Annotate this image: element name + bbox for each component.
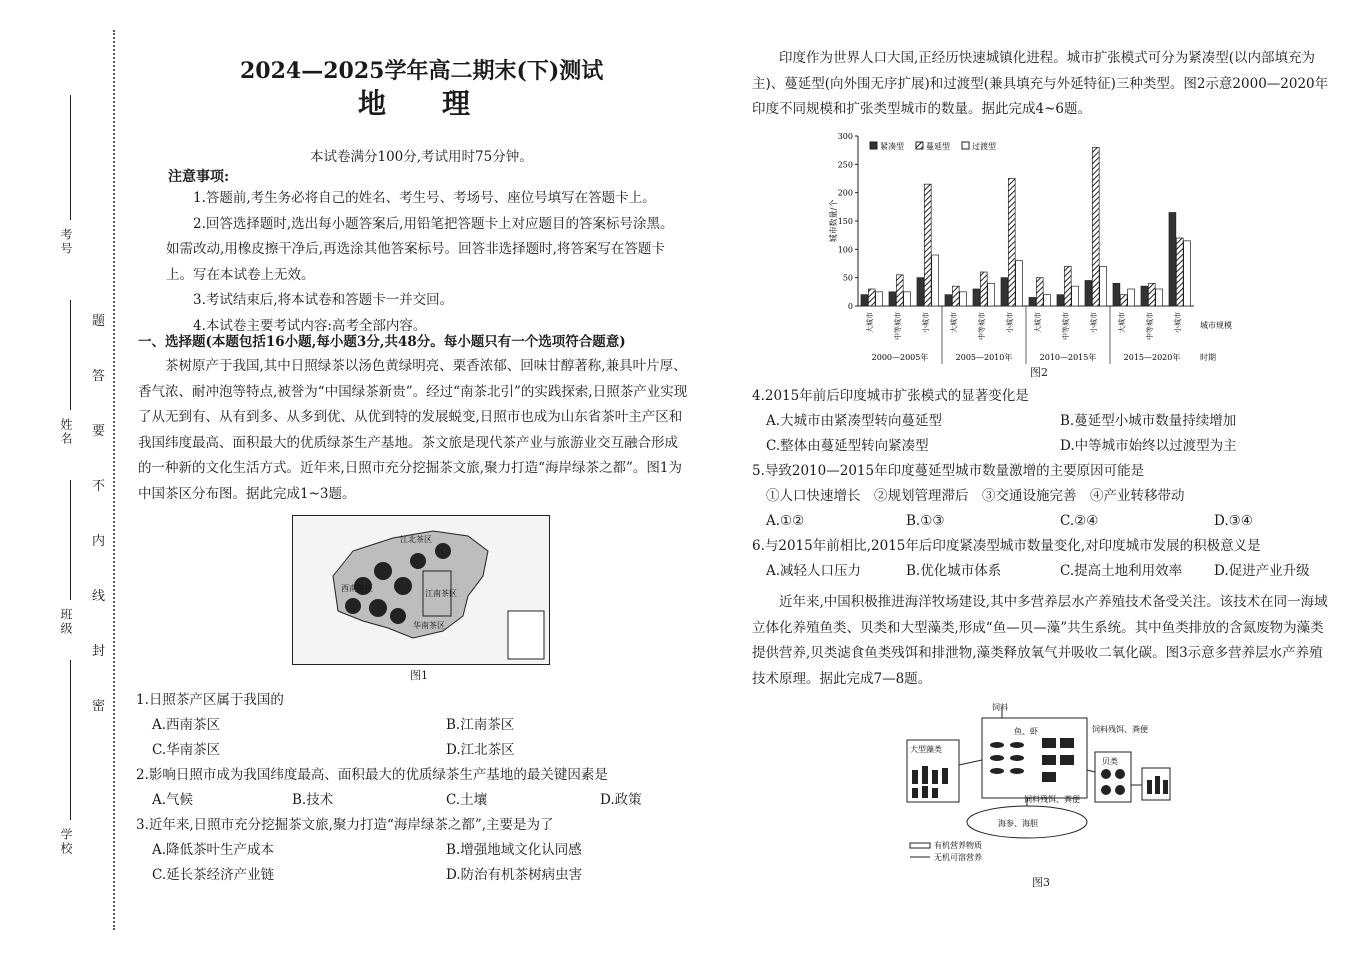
x-axis-label: 城市规模	[1200, 321, 1232, 330]
options-two-col	[752, 409, 1332, 459]
bar-紧凑型	[1085, 281, 1092, 307]
china-tea-map	[293, 516, 549, 664]
bar-紧凑型	[945, 295, 952, 306]
y-tick-label: 0	[847, 302, 853, 311]
bar-蔓延型	[952, 286, 959, 306]
bar-紧凑型	[889, 292, 896, 306]
options-one-row	[752, 559, 1332, 584]
y-tick-label: 50	[842, 273, 853, 283]
figure-3-diagram	[902, 700, 1182, 870]
option[interactable]: A.西南茶区	[152, 717, 221, 733]
school-label: 学校	[59, 828, 73, 856]
note-item: 2.回答选择题时,选出每小题答案后,用铅笔把答题卡上对应题目的答案标号涂黑。如需改动,用橡皮擦干净后,再选涂其他答案标号。回答非选择题时,将答案写在答题卡上。写在本试卷上无效。	[166, 215, 674, 283]
name-label: 姓名	[59, 418, 73, 446]
category-label: 中等城市	[1062, 312, 1070, 340]
legend-label: 有机营养物质	[934, 841, 982, 850]
option[interactable]: D.中等城市始终以过渡型为主	[1060, 438, 1237, 454]
seal-dashed-line	[113, 30, 115, 930]
option[interactable]: A.①②	[766, 513, 805, 529]
option[interactable]: C.②④	[1060, 513, 1099, 529]
diagram-label: 海参、海胆	[998, 819, 1038, 828]
option[interactable]: A.降低茶叶生产成本	[152, 842, 275, 858]
bar-蔓延型	[868, 289, 875, 306]
figure-1-map	[292, 515, 550, 665]
option[interactable]: B.优化城市体系	[906, 563, 1002, 579]
bar-蔓延型	[1120, 295, 1127, 306]
bar-过渡型	[988, 283, 995, 306]
seal-char: 题	[92, 314, 106, 329]
option[interactable]: A.大城市由紧凑型转向蔓延型	[766, 413, 943, 429]
option[interactable]: B.①③	[906, 513, 945, 529]
question-stem: 3.近年来,日照市充分挖掘茶文旅,聚力打造“海岸绿茶之都”,主要是为了	[136, 817, 554, 833]
seal-char: 答	[92, 369, 106, 384]
bar-蔓延型	[1064, 266, 1071, 306]
category-label: 中等城市	[1146, 312, 1154, 340]
y-tick-label: 200	[837, 188, 853, 198]
legend-swatch	[870, 142, 877, 149]
bar-过渡型	[932, 255, 939, 306]
diagram-label: 饲料	[992, 703, 1008, 712]
bar-紧凑型	[1057, 295, 1064, 306]
legend-label: 紧凑型	[880, 142, 904, 151]
bar-紧凑型	[1001, 278, 1008, 306]
bar-紧凑型	[973, 289, 980, 306]
map-label: 江南茶区	[425, 589, 457, 598]
bar-过渡型	[960, 292, 967, 306]
option[interactable]: B.增强地域文化认同感	[446, 842, 582, 858]
figure-2-caption: 图2	[1030, 366, 1048, 379]
diagram-label: 鱼、虾	[1014, 727, 1038, 736]
flow-arrow	[959, 760, 982, 765]
category-label: 小城市	[1174, 312, 1182, 333]
category-label: 大城市	[950, 312, 958, 333]
map-label: 华南茶区	[413, 621, 445, 630]
map-label: 西南茶区	[341, 584, 373, 593]
passage-aquaculture: 近年来,中国积极推进海洋牧场建设,其中多营养层水产养殖技术备受关注。该技术在同一海域立体化养殖鱼类、贝类和大型藻类,形成“鱼—贝—藻”共生系统。其中鱼类排放的含氮废物为藻类提供营养,贝类滤食鱼类残饵和排泄物,藻类释放氧气并吸收二氧化碳。图3示意多营养层水产养殖技术原理。据此完成7—8题。	[752, 594, 1328, 687]
bar-蔓延型	[1008, 179, 1015, 307]
exam-title: 2024—2025学年高二期末(下)测试	[240, 58, 604, 84]
class-label: 班级	[59, 608, 73, 636]
question-stem: 1.日照茶产区属于我国的	[136, 692, 284, 708]
bar-过渡型	[1184, 241, 1191, 306]
bar-过渡型	[904, 292, 911, 306]
exam-info: 本试卷满分100分,考试用时75分钟。	[310, 149, 533, 165]
bar-紧凑型	[1113, 283, 1120, 306]
y-tick-label: 150	[837, 217, 853, 226]
option[interactable]: B.江南茶区	[446, 717, 515, 733]
bar-紧凑型	[1029, 298, 1036, 307]
imta-diagram	[902, 700, 1182, 870]
bar-蔓延型	[924, 184, 931, 306]
section-heading: 一、选择题(本题包括16小题,每小题3分,共48分。每小题只有一个选项符合题意)	[138, 334, 626, 350]
figure-3-caption: 图3	[1032, 876, 1050, 889]
bar-紧凑型	[1141, 286, 1148, 306]
option[interactable]: B.技术	[292, 792, 334, 808]
school-line[interactable]	[70, 660, 71, 820]
options-two-col	[136, 713, 696, 763]
passage-tea: 茶树原产于我国,其中日照绿茶以汤色黄绿明亮、栗香浓郁、回味甘醇著称,兼具叶片厚、香气浓、耐冲泡等特点,被誉为“中国绿茶新贵”。经过“南茶北引”的实践探索,日照茶产业实现了从无到有、从有到多、从多到优、从优到特的发展蜕变,日照市也成为山东省茶叶主产区和我国纬度最高、面积最大的优质绿茶生产基地。茶文旅是现代茶产业与旅游业交互融合形成的一种新的文化生活方式。近年来,日照市充分挖掘茶文旅,聚力打造“海岸绿茶之都”。图1为中国茶区分布图。据此完成1~3题。	[138, 358, 688, 502]
notes-heading: 注意事项:	[168, 169, 230, 185]
exam-number-label: 考号	[59, 228, 73, 256]
question-stem: 6.与2015年前相比,2015年后印度紧凑型城市数量变化,对印度城市发展的积极意义是	[752, 538, 1261, 554]
diagram-label: 饲料残饵、粪便	[1092, 725, 1148, 734]
category-label: 中等城市	[978, 312, 986, 340]
legend-label: 过渡型	[972, 142, 996, 151]
note-item: 3.考试结束后,将本试卷和答题卡一并交回。	[193, 292, 454, 308]
category-label: 小城市	[1090, 312, 1098, 333]
question-stem: 2.影响日照市成为我国纬度最高、面积最大的优质绿茶生产基地的最关键因素是	[136, 767, 608, 783]
bar-蔓延型	[896, 275, 903, 306]
option[interactable]: C.华南茶区	[152, 742, 221, 758]
questions-1-3	[136, 688, 696, 888]
figure-1-caption: 图1	[410, 669, 428, 682]
bar-蔓延型	[1148, 283, 1155, 306]
y-tick-label: 250	[837, 160, 853, 170]
question-sub-items: ①人口快速增长 ②规划管理滞后 ③交通设施完善 ④产业转移带动	[766, 488, 1185, 504]
category-label: 大城市	[866, 312, 874, 333]
category-label: 小城市	[1006, 312, 1014, 333]
bar-紧凑型	[1169, 213, 1176, 307]
options-two-col	[136, 838, 696, 888]
question-stem: 5.导致2010—2015年印度蔓延型城市数量激增的主要原因可能是	[752, 463, 1145, 479]
option[interactable]: B.蔓延型小城市数量持续增加	[1060, 413, 1237, 429]
note-item: 1.答题前,考生务必将自己的姓名、考生号、考场号、座位号填写在答题卡上。	[193, 190, 656, 206]
figure-2-chart	[822, 128, 1242, 368]
question-stem: 4.2015年前后印度城市扩张模式的显著变化是	[752, 388, 1029, 404]
bar-过渡型	[1016, 261, 1023, 306]
legend-label: 无机可溶营养	[934, 853, 982, 862]
period-label: 2000—2005年	[871, 353, 929, 362]
bar-过渡型	[1044, 295, 1051, 306]
bar-过渡型	[1100, 266, 1107, 306]
option[interactable]: C.提高土地利用效率	[1060, 563, 1183, 579]
period-label: 2015—2020年	[1123, 353, 1181, 362]
south-sea-inset	[508, 611, 544, 659]
options-one-row	[752, 509, 1332, 534]
fish-icons	[912, 738, 1168, 798]
option[interactable]: C.土壤	[446, 792, 488, 808]
bar-过渡型	[876, 292, 883, 306]
category-label: 大城市	[1034, 312, 1042, 333]
bar-过渡型	[1128, 289, 1135, 306]
bar-蔓延型	[980, 272, 987, 306]
bar-过渡型	[1072, 286, 1079, 306]
bar-过渡型	[1156, 289, 1163, 306]
option[interactable]: D.政策	[600, 792, 642, 808]
name-line[interactable]	[70, 300, 71, 410]
period-label: 2005—2010年	[955, 353, 1013, 362]
seal-line-text	[92, 310, 105, 714]
period-label: 2010—2015年	[1039, 353, 1097, 362]
options-one-row	[136, 788, 696, 813]
legend-organic-swatch	[910, 843, 930, 848]
bar-蔓延型	[1176, 238, 1183, 306]
diagram-label: 贝类	[1102, 757, 1118, 766]
option[interactable]: D.防治有机茶树病虫害	[446, 867, 583, 883]
bar-紧凑型	[917, 278, 924, 306]
diagram-label: 饲料残饵、粪便	[1024, 795, 1080, 804]
seal-char: 线	[92, 589, 106, 604]
flow-arrow	[1087, 770, 1095, 772]
seal-char: 封	[92, 644, 106, 659]
y-tick-label: 300	[837, 132, 853, 141]
questions-4-6	[752, 384, 1332, 584]
seal-char: 不	[92, 479, 106, 494]
option[interactable]: A.减轻人口压力	[766, 563, 862, 579]
note-item: 4.本试卷主要考试内容:高考全部内容。	[193, 317, 427, 334]
category-label: 大城市	[1118, 312, 1126, 333]
legend-swatch	[962, 142, 969, 149]
seal-char: 要	[92, 424, 106, 439]
category-label: 中等城市	[894, 312, 902, 340]
seal-char: 内	[92, 534, 106, 549]
map-label: 江北茶区	[400, 535, 432, 544]
option[interactable]: A.气候	[152, 792, 194, 808]
option[interactable]: C.延长茶经济产业链	[152, 867, 275, 883]
option[interactable]: D.促进产业升级	[1214, 563, 1310, 579]
bar-蔓延型	[1036, 278, 1043, 306]
period-axis-label: 时期	[1200, 353, 1216, 362]
option[interactable]: D.③④	[1214, 513, 1253, 529]
passage-india: 印度作为世界人口大国,正经历快速城镇化进程。城市扩张模式可分为紧凑型(以内部填充为主)、蔓延型(向外围无序扩展)和过渡型(兼具填充与外延特征)三种类型。图2示意2000—2020年印度不同规模和扩张类型城市的数量。据此完成4~6题。	[752, 50, 1329, 117]
legend-label: 蔓延型	[926, 142, 950, 151]
bar-紧凑型	[861, 295, 868, 306]
seal-char: 密	[92, 699, 106, 714]
legend-swatch	[916, 142, 923, 149]
diagram-label: 大型藻类	[910, 745, 942, 754]
subject-title: 地 理	[358, 87, 471, 120]
class-line[interactable]	[70, 480, 71, 600]
bar-蔓延型	[1092, 147, 1099, 306]
category-label: 小城市	[922, 312, 930, 333]
y-tick-label: 100	[837, 245, 853, 255]
option[interactable]: D.江北茶区	[446, 742, 515, 758]
y-axis-label: 城市数量/个	[829, 199, 838, 243]
option[interactable]: C.整体由蔓延型转向紧凑型	[766, 438, 929, 454]
exam-number-line[interactable]	[70, 95, 71, 220]
notes	[166, 186, 686, 339]
